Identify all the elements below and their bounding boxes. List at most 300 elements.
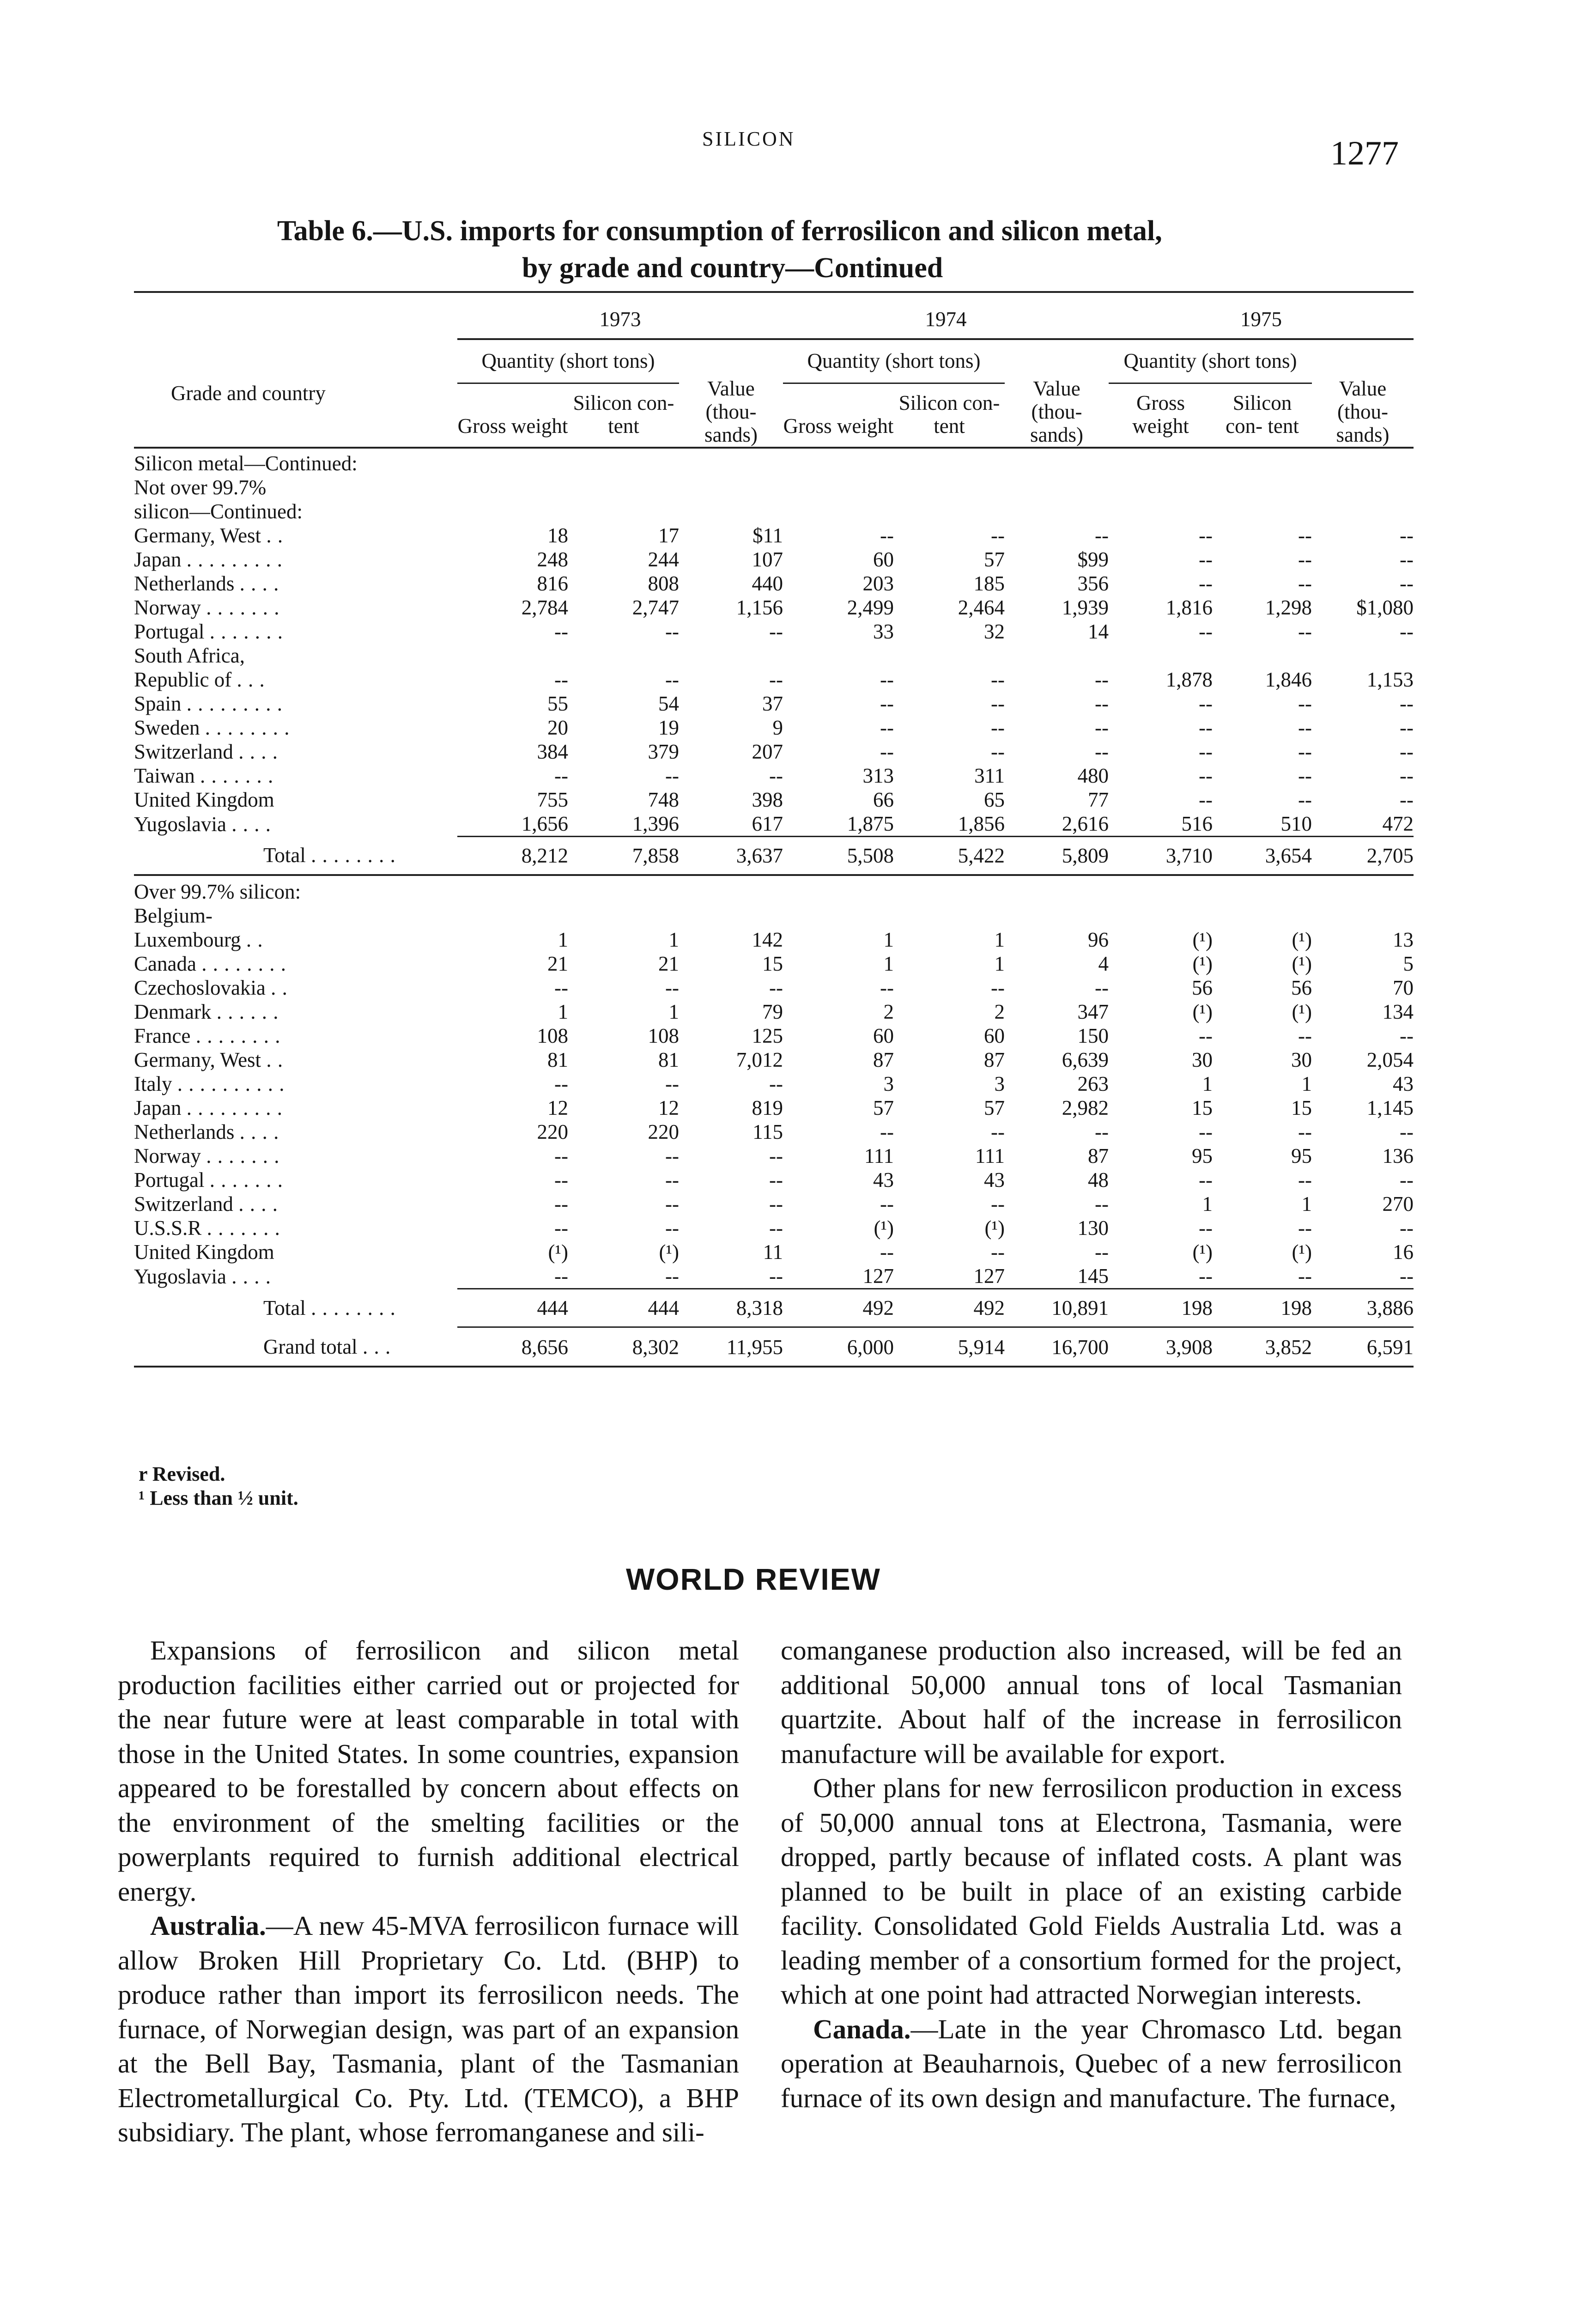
cell-value: 48 bbox=[1088, 1168, 1109, 1191]
country-name: Portugal bbox=[134, 620, 205, 643]
country-name: Grand total bbox=[263, 1335, 358, 1359]
cell-value: -- bbox=[1095, 976, 1109, 999]
cell-value: -- bbox=[1095, 1240, 1109, 1264]
row-label bbox=[134, 1000, 457, 1024]
cell-value: 111 bbox=[975, 1144, 1005, 1167]
cell-value: -- bbox=[880, 716, 894, 739]
paragraph bbox=[781, 2012, 1402, 2115]
country-name: Germany, West bbox=[134, 1048, 261, 1071]
leader-dots: . . . . . . . bbox=[206, 596, 280, 619]
cell-value: -- bbox=[1400, 524, 1414, 547]
cell-value: -- bbox=[1298, 1024, 1312, 1047]
cell-value: 1 bbox=[883, 952, 894, 975]
table-title-line2: by grade and country—Continued bbox=[522, 252, 943, 284]
cell-value: 108 bbox=[648, 1024, 679, 1047]
country-name: Norway bbox=[134, 596, 201, 619]
cell-value: 55 bbox=[547, 692, 568, 715]
cell-value: 12 bbox=[547, 1096, 568, 1119]
cell-value: -- bbox=[1400, 740, 1414, 763]
cell-value: -- bbox=[1199, 620, 1213, 643]
cell-value: 12 bbox=[658, 1096, 679, 1119]
cell-value: 11,955 bbox=[679, 1327, 783, 1367]
cell-value: -- bbox=[554, 1264, 568, 1288]
footnotes bbox=[139, 1462, 298, 1510]
country-name: Sweden bbox=[134, 716, 200, 739]
cell-value: -- bbox=[1298, 1264, 1312, 1288]
cell-value: 57 bbox=[984, 548, 1005, 571]
cell-value: -- bbox=[1400, 764, 1414, 787]
row-label bbox=[134, 1072, 457, 1096]
quantity-header: Quantity (short tons) bbox=[457, 339, 679, 383]
cell-value: -- bbox=[554, 620, 568, 643]
cell-value: -- bbox=[880, 740, 894, 763]
cell-value: 127 bbox=[862, 1264, 894, 1288]
cell-value: -- bbox=[1298, 1168, 1312, 1191]
cell-value: -- bbox=[665, 668, 679, 691]
cell-value: -- bbox=[1400, 1024, 1414, 1047]
cell-value: 1,145 bbox=[1366, 1096, 1414, 1119]
cell-value: -- bbox=[1199, 1120, 1213, 1143]
cell-value: 33 bbox=[873, 620, 894, 643]
cell-value bbox=[457, 904, 568, 928]
total-row bbox=[134, 837, 1414, 875]
cell-value: 9 bbox=[772, 716, 783, 739]
cell-value: 5,914 bbox=[894, 1327, 1005, 1367]
cell-value: 15 bbox=[1192, 1096, 1213, 1119]
table-row bbox=[134, 668, 1414, 692]
cell-value: 313 bbox=[862, 764, 894, 787]
cell-value bbox=[679, 904, 783, 928]
cell-value bbox=[1109, 904, 1213, 928]
section-label: Over 99.7% silicon: bbox=[134, 880, 301, 903]
cell-value: 81 bbox=[658, 1048, 679, 1071]
cell-value: 5 bbox=[1403, 952, 1414, 975]
cell-value: -- bbox=[1199, 524, 1213, 547]
table-row bbox=[134, 1216, 1414, 1240]
cell-value: -- bbox=[554, 1144, 568, 1167]
cell-value: 11 bbox=[763, 1240, 783, 1264]
cell-value: -- bbox=[665, 1144, 679, 1167]
run-in-heading: Australia. bbox=[150, 1910, 266, 1941]
cell-value: -- bbox=[554, 764, 568, 787]
cell-value: -- bbox=[1298, 524, 1312, 547]
leader-dots: . . . . . . bbox=[216, 1000, 279, 1023]
row-label bbox=[134, 620, 457, 644]
country-name: Total bbox=[263, 844, 306, 867]
cell-value bbox=[679, 644, 783, 668]
leader-dots: . . bbox=[271, 976, 288, 999]
cell-value bbox=[568, 904, 679, 928]
cell-value: 185 bbox=[973, 572, 1005, 595]
cell-value: -- bbox=[1199, 1024, 1213, 1047]
cell-value: -- bbox=[1199, 716, 1213, 739]
cell-value: -- bbox=[1199, 1216, 1213, 1240]
cell-value: 37 bbox=[762, 692, 783, 715]
cell-value: 270 bbox=[1382, 1192, 1414, 1216]
cell-value: 480 bbox=[1077, 764, 1109, 787]
cell-value: 18 bbox=[547, 524, 568, 547]
cell-value: 472 bbox=[1382, 812, 1414, 835]
table-row bbox=[134, 904, 1414, 928]
leader-dots: . . . . bbox=[238, 740, 278, 763]
cell-value bbox=[457, 644, 568, 668]
leader-dots: . . bbox=[246, 928, 263, 951]
country-name: Netherlands bbox=[134, 572, 235, 595]
cell-value: -- bbox=[1199, 788, 1213, 811]
cell-value: 70 bbox=[1393, 976, 1414, 999]
cell-value bbox=[1005, 644, 1109, 668]
cell-value: 56 bbox=[1192, 976, 1213, 999]
cell-value bbox=[1213, 644, 1312, 668]
table-row bbox=[134, 1168, 1414, 1192]
cell-value: -- bbox=[1095, 668, 1109, 691]
cell-value: 1,153 bbox=[1366, 668, 1414, 691]
table-row bbox=[134, 1048, 1414, 1072]
cell-value: 54 bbox=[658, 692, 679, 715]
cell-value: -- bbox=[991, 716, 1005, 739]
cell-value: -- bbox=[1298, 716, 1312, 739]
row-label bbox=[134, 1289, 457, 1327]
country-name: Luxembourg bbox=[134, 928, 241, 951]
cell-value: 10,891 bbox=[1005, 1289, 1109, 1327]
country-name: South Africa, bbox=[134, 644, 245, 667]
cell-value: -- bbox=[991, 1120, 1005, 1143]
cell-value: -- bbox=[1298, 692, 1312, 715]
cell-value: -- bbox=[991, 740, 1005, 763]
cell-value: -- bbox=[991, 976, 1005, 999]
country-name: Norway bbox=[134, 1144, 201, 1167]
cell-value: 1 bbox=[994, 928, 1005, 951]
country-name: Czechoslovakia bbox=[134, 976, 266, 999]
cell-value: -- bbox=[1298, 764, 1312, 787]
cell-value: 8,302 bbox=[568, 1327, 679, 1367]
row-label bbox=[134, 1096, 457, 1120]
running-head: SILICON bbox=[702, 128, 795, 150]
cell-value bbox=[1312, 644, 1414, 668]
cell-value: 8,212 bbox=[457, 837, 568, 875]
cell-value: 87 bbox=[873, 1048, 894, 1071]
cell-value: 2,784 bbox=[521, 596, 568, 619]
cell-value: 6,591 bbox=[1312, 1327, 1414, 1367]
cell-value: 145 bbox=[1077, 1264, 1109, 1288]
cell-value: 5,809 bbox=[1005, 837, 1109, 875]
cell-value: 6,000 bbox=[783, 1327, 894, 1367]
cell-value: 142 bbox=[752, 928, 783, 951]
cell-value: 15 bbox=[1291, 1096, 1312, 1119]
value-header: Value (thou- sands) bbox=[1030, 377, 1083, 446]
table-row bbox=[134, 976, 1414, 1000]
cell-value: -- bbox=[1400, 1216, 1414, 1240]
total-row bbox=[134, 1289, 1414, 1327]
cell-value: 356 bbox=[1077, 572, 1109, 595]
paragraph-text: —A new 45-MVA ferrosilicon furnace will allow Broken Hill Proprietary Co. Ltd. (BHP) to produce rather than import its ferrosilicon needs. The furnace, of Norwegian design, was part of an expansion at the Bell Bay, Tasmania, plant of the Tasmanian Electrometallurgical Co. Pty. Ltd. (TEMCO), a BHP subsidiary. The plant, whose ferromanganese and sili- bbox=[118, 1910, 739, 2147]
cell-value: -- bbox=[665, 1216, 679, 1240]
row-label bbox=[134, 596, 457, 620]
section-sublabel: silicon—Continued: bbox=[134, 500, 303, 523]
cell-value: -- bbox=[1400, 788, 1414, 811]
leader-dots: . . bbox=[266, 524, 284, 547]
footnote-revised: r Revised. bbox=[139, 1463, 225, 1485]
table-row bbox=[134, 812, 1414, 837]
row-label bbox=[134, 904, 457, 928]
row-label bbox=[134, 1216, 457, 1240]
cell-value: (¹) bbox=[1192, 952, 1213, 975]
country-name: U.S.S.R bbox=[134, 1216, 202, 1240]
row-label bbox=[134, 1144, 457, 1168]
cell-value bbox=[1312, 904, 1414, 928]
cell-value: 617 bbox=[752, 812, 783, 835]
cell-value: 1,846 bbox=[1265, 668, 1312, 691]
leader-dots: . . . bbox=[362, 1335, 391, 1359]
cell-value: 220 bbox=[537, 1120, 568, 1143]
leader-dots: . . . . . . . . bbox=[311, 844, 396, 867]
cell-value: 1 bbox=[668, 928, 679, 951]
cell-value: 1,875 bbox=[847, 812, 894, 835]
table-row bbox=[134, 547, 1414, 571]
country-name: Switzerland bbox=[134, 740, 233, 763]
cell-value: 81 bbox=[547, 1048, 568, 1071]
cell-value bbox=[1109, 644, 1213, 668]
cell-value: 492 bbox=[783, 1289, 894, 1327]
cell-value: 8,318 bbox=[679, 1289, 783, 1327]
cell-value: 108 bbox=[537, 1024, 568, 1047]
table-row bbox=[134, 596, 1414, 620]
cell-value: (¹) bbox=[1292, 1240, 1312, 1264]
cell-value: -- bbox=[769, 1192, 783, 1216]
cell-value: 96 bbox=[1088, 928, 1109, 951]
table-row bbox=[134, 620, 1414, 644]
cell-value bbox=[568, 644, 679, 668]
country-name: Japan bbox=[134, 1096, 182, 1119]
cell-value: 87 bbox=[984, 1048, 1005, 1071]
table-row bbox=[134, 928, 1414, 952]
paragraph: Other plans for new ferrosilicon production in excess of 50,000 annual tons at Electrona, Tasmania, were dropped, partly because of inflated costs. A plant was planned to be built in place of an existing carbide facility. Consolidated Gold Fields Australia Ltd. was a leading member of a consortium formed for the project, which at one point had attracted Norwegian interests. bbox=[781, 1773, 1402, 2010]
country-name: United Kingdom bbox=[134, 788, 274, 811]
cell-value: 440 bbox=[752, 572, 783, 595]
paragraph: comanganese production also increased, will be fed an additional 50,000 annual tons of local Tasmanian quartzite. About half of the increase in ferrosilicon manufacture will be available for export. bbox=[781, 1635, 1402, 1769]
quantity-header: Quantity (short tons) bbox=[783, 339, 1005, 383]
cell-value: -- bbox=[1298, 1120, 1312, 1143]
row-label bbox=[134, 547, 457, 571]
cell-value: 5,508 bbox=[783, 837, 894, 875]
cell-value: -- bbox=[1199, 1168, 1213, 1191]
leader-dots: . . . . bbox=[239, 572, 279, 595]
leader-dots: . . . . . . . . . . bbox=[177, 1072, 285, 1095]
cell-value: 2,982 bbox=[1062, 1096, 1109, 1119]
cell-value: 3 bbox=[883, 1072, 894, 1095]
row-label bbox=[134, 928, 457, 952]
leader-dots: . . . . bbox=[231, 1264, 271, 1288]
cell-value: -- bbox=[1298, 788, 1312, 811]
leader-dots: . . . . bbox=[238, 1192, 278, 1216]
cell-value: -- bbox=[880, 976, 894, 999]
table-row bbox=[134, 1000, 1414, 1024]
cell-value bbox=[1005, 904, 1109, 928]
cell-value: 748 bbox=[648, 788, 679, 811]
leader-dots: . . . . . . . . . bbox=[186, 548, 283, 571]
cell-value: 43 bbox=[1393, 1072, 1414, 1095]
cell-value: 444 bbox=[457, 1289, 568, 1327]
country-name: Yugoslavia bbox=[134, 812, 226, 836]
cell-value: 6,639 bbox=[1062, 1048, 1109, 1071]
cell-value: -- bbox=[665, 1168, 679, 1191]
country-name: Taiwan bbox=[134, 764, 195, 787]
country-name: Italy bbox=[134, 1072, 172, 1095]
cell-value: 398 bbox=[752, 788, 783, 811]
cell-value: -- bbox=[665, 764, 679, 787]
table-row bbox=[134, 571, 1414, 596]
cell-value: 1 bbox=[1202, 1072, 1213, 1095]
row-label bbox=[134, 1120, 457, 1144]
gross-weight-header: Gross weight bbox=[457, 414, 568, 438]
cell-value: -- bbox=[665, 976, 679, 999]
cell-value: 1,878 bbox=[1165, 668, 1213, 691]
cell-value: -- bbox=[880, 668, 894, 691]
leader-dots: . . . . . . . . . bbox=[186, 1096, 283, 1119]
cell-value: 7,012 bbox=[736, 1048, 783, 1071]
cell-value: 1,856 bbox=[958, 812, 1005, 835]
cell-value: 65 bbox=[984, 788, 1005, 811]
country-name: Republic of bbox=[134, 668, 232, 691]
cell-value: -- bbox=[991, 668, 1005, 691]
cell-value: 136 bbox=[1382, 1144, 1414, 1167]
cell-value: 2,464 bbox=[958, 596, 1005, 619]
cell-value: 1,939 bbox=[1062, 596, 1109, 619]
leader-dots: . . . . . . . . bbox=[311, 1296, 396, 1319]
cell-value: 1 bbox=[883, 928, 894, 951]
row-label bbox=[134, 764, 457, 788]
cell-value: 3 bbox=[994, 1072, 1005, 1095]
cell-value: 1,156 bbox=[736, 596, 783, 619]
cell-value: 755 bbox=[537, 788, 568, 811]
cell-value: 13 bbox=[1393, 928, 1414, 951]
cell-value bbox=[894, 904, 1005, 928]
cell-value: 66 bbox=[873, 788, 894, 811]
country-name: Japan bbox=[134, 548, 182, 571]
table-row bbox=[134, 644, 1414, 668]
cell-value: 263 bbox=[1077, 1072, 1109, 1095]
cell-value: 2 bbox=[994, 1000, 1005, 1023]
country-name: Denmark bbox=[134, 1000, 212, 1023]
cell-value: 1 bbox=[994, 952, 1005, 975]
paragraph bbox=[118, 1909, 739, 2150]
table-row bbox=[134, 1144, 1414, 1168]
cell-value: -- bbox=[880, 692, 894, 715]
section-heading: WORLD REVIEW bbox=[626, 1562, 881, 1596]
row-label bbox=[134, 571, 457, 596]
cell-value: 808 bbox=[648, 572, 679, 595]
country-name: Portugal bbox=[134, 1168, 205, 1191]
cell-value: -- bbox=[769, 1072, 783, 1095]
cell-value: 95 bbox=[1192, 1144, 1213, 1167]
cell-value: -- bbox=[1400, 716, 1414, 739]
leader-dots: . . . . . . . bbox=[206, 1216, 280, 1240]
cell-value: 30 bbox=[1291, 1048, 1312, 1071]
cell-value: 203 bbox=[862, 572, 894, 595]
cell-value: -- bbox=[665, 1072, 679, 1095]
section-label: Silicon metal—Continued: bbox=[134, 452, 358, 475]
table-row bbox=[134, 716, 1414, 740]
silicon-content-header: Silicon con- tent bbox=[573, 391, 674, 438]
country-name: Yugoslavia bbox=[134, 1264, 226, 1288]
country-name: Total bbox=[263, 1296, 306, 1319]
row-label bbox=[134, 788, 457, 812]
cell-value: -- bbox=[769, 668, 783, 691]
row-label bbox=[134, 668, 457, 692]
country-name: Canada bbox=[134, 952, 196, 975]
cell-value: 2,705 bbox=[1312, 837, 1414, 875]
row-label bbox=[134, 1327, 457, 1367]
value-header: Value (thou- sands) bbox=[704, 377, 758, 446]
cell-value: 444 bbox=[568, 1289, 679, 1327]
row-label bbox=[134, 952, 457, 976]
table-title-line1: Table 6.—U.S. imports for consumption of ferrosilicon and silicon metal, bbox=[277, 215, 1162, 247]
cell-value: -- bbox=[769, 620, 783, 643]
cell-value: 16 bbox=[1393, 1240, 1414, 1264]
page-number: 1277 bbox=[1330, 134, 1399, 172]
cell-value: -- bbox=[991, 1240, 1005, 1264]
cell-value: 56 bbox=[1291, 976, 1312, 999]
table-row bbox=[134, 1024, 1414, 1048]
cell-value: 79 bbox=[762, 1000, 783, 1023]
cell-value: -- bbox=[1095, 740, 1109, 763]
cell-value bbox=[783, 644, 894, 668]
cell-value: -- bbox=[769, 1216, 783, 1240]
cell-value: (¹) bbox=[1292, 1000, 1312, 1023]
cell-value: 3,852 bbox=[1213, 1327, 1312, 1367]
cell-value: 43 bbox=[873, 1168, 894, 1191]
table-row bbox=[134, 740, 1414, 764]
cell-value: 510 bbox=[1280, 812, 1312, 835]
cell-value: -- bbox=[1199, 572, 1213, 595]
cell-value: $1,080 bbox=[1356, 596, 1414, 619]
leader-dots: . . . . . . . bbox=[206, 1144, 280, 1167]
table-row bbox=[134, 1264, 1414, 1289]
cell-value: 57 bbox=[873, 1096, 894, 1119]
cell-value: -- bbox=[1298, 1216, 1312, 1240]
cell-value: 77 bbox=[1088, 788, 1109, 811]
cell-value: 220 bbox=[648, 1120, 679, 1143]
cell-value: 125 bbox=[752, 1024, 783, 1047]
cell-value: -- bbox=[880, 1240, 894, 1264]
cell-value: 3,637 bbox=[679, 837, 783, 875]
cell-value: -- bbox=[991, 524, 1005, 547]
cell-value: $99 bbox=[1077, 548, 1109, 571]
cell-value: 57 bbox=[984, 1096, 1005, 1119]
cell-value: 60 bbox=[873, 548, 894, 571]
cell-value: -- bbox=[991, 1192, 1005, 1216]
cell-value: 107 bbox=[752, 548, 783, 571]
cell-value: -- bbox=[1298, 572, 1312, 595]
row-label bbox=[134, 740, 457, 764]
cell-value: -- bbox=[1298, 740, 1312, 763]
cell-value: 1 bbox=[1301, 1072, 1312, 1095]
cell-value: 60 bbox=[873, 1024, 894, 1047]
cell-value: -- bbox=[1199, 1264, 1213, 1288]
leader-dots: . . . . . . . . bbox=[201, 952, 286, 975]
table-row bbox=[134, 1096, 1414, 1120]
cell-value: 384 bbox=[537, 740, 568, 763]
row-label bbox=[134, 837, 457, 875]
grand-total-row bbox=[134, 1327, 1414, 1367]
paragraph-text: —Late in the year Chromasco Ltd. began operation at Beauharnois, Quebec of a new ferrosilicon furnace of its own design and manufacture. The furnace, bbox=[781, 2013, 1402, 2113]
cell-value bbox=[783, 904, 894, 928]
cell-value: 130 bbox=[1077, 1216, 1109, 1240]
cell-value: 1 bbox=[1202, 1192, 1213, 1216]
cell-value: $11 bbox=[752, 524, 783, 547]
table-row bbox=[134, 764, 1414, 788]
leader-dots: . . . . . . . bbox=[209, 1168, 283, 1191]
